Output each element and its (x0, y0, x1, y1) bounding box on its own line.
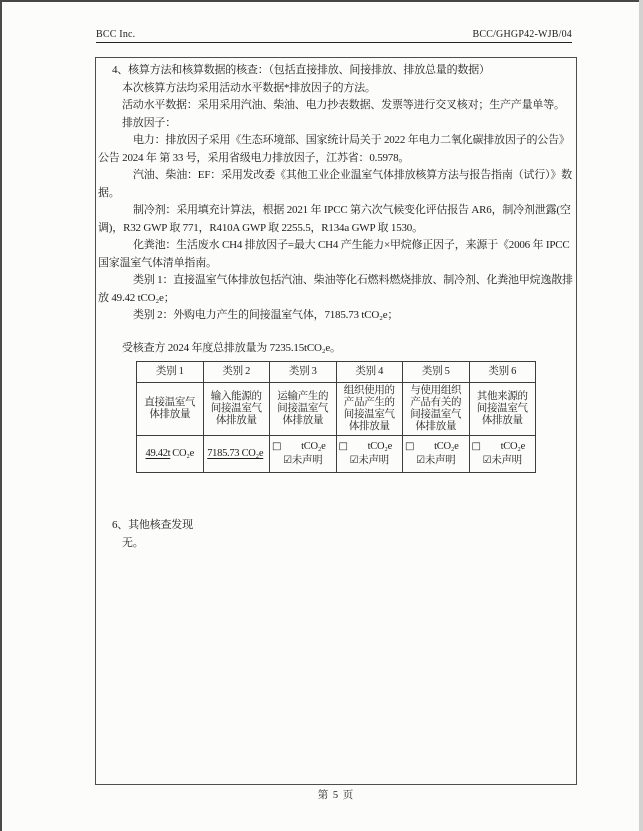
category1-unit: CO₂e (172, 448, 194, 460)
category6-value-cell (469, 436, 536, 473)
category1-line: 类别 1：直接温室气体排放包括汽油、柴油等化石燃料燃烧排放、制冷剂、化粪池甲烷逸散排放 49.42 tCO₂e； (98, 274, 573, 304)
table-value-row (137, 436, 536, 473)
table-header-cell: 类别 2 (203, 362, 270, 383)
ef-electricity-line: 电力：排放因子采用《生态环境部、国家统计局关于 2022 年电力二氧化碳排放因子的公告》公告 2024 年 第 33 号，采用省级电力排放因子，江苏省：0.5978。 (98, 134, 570, 164)
category2-line: 类别 2：外购电力产生的间接温室气体，7185.73 tCO₂e； (133, 309, 399, 321)
table-description-cell: 组织使用的产品产生的间接温室气体排放量 (336, 383, 403, 436)
total-emission-line: 受核查方 2024 年度总排放量为 7235.15tCO₂e。 (122, 341, 341, 354)
checked-checkbox-icon: ☑ (416, 455, 425, 466)
header-company: BCC Inc. (96, 29, 136, 40)
table-description-cell: 与使用组织产品有关的间接温室气体排放量 (403, 383, 470, 436)
unit-label: tCO₂e (500, 441, 525, 452)
not-declared-label: 未声明 (491, 455, 522, 466)
section4-title: 4、核算方法和核算数据的核查：（包括直接排放、间接排放、排放总量的数据） (112, 64, 490, 76)
table-description-row (137, 383, 536, 436)
checked-checkbox-icon: ☑ (482, 455, 492, 466)
table-header-cell: 类别 6 (469, 362, 536, 383)
category2-amount: 7185.73 CO₂e (207, 448, 264, 460)
unit-label: tCO₂e (301, 441, 326, 452)
not-declared-label: 未声明 (291, 455, 323, 466)
scan-edge-right (639, 0, 643, 831)
checked-checkbox-icon: ☑ (283, 455, 292, 466)
document-header (96, 29, 572, 43)
unit-label: tCO₂e (367, 441, 392, 452)
scan-edge-top (0, 0, 643, 2)
unchecked-checkbox-icon: □ (471, 441, 481, 452)
table-description-cell: 直接温室气体排放量 (137, 383, 204, 436)
ef-refrigerant-line: 制冷剂：采用填充计算法，根据 2021 年 IPCC 第六次气候变化评估报告 AR6，制冷剂泄露(空调)，R32 GWP 取 771，R410A GWP 取 2255.5，R134a GWP 取 1530。 (98, 204, 571, 234)
emission-factor-heading: 排放因子： (122, 116, 176, 129)
table-description-cell: 输入能源的间接温室气体排放量 (203, 383, 270, 436)
scan-edge-left (0, 0, 2, 831)
table-header-cell: 类别 3 (270, 362, 337, 383)
table-description-cell: 其他来源的间接温室气体排放量 (469, 383, 536, 436)
unit-label: tCO₂e (434, 441, 459, 452)
table-header-cell: 类别 4 (336, 362, 403, 383)
emission-category-table (136, 361, 536, 473)
not-declared-label: 未声明 (358, 455, 389, 466)
category5-value-cell (403, 436, 470, 473)
activity-data-line: 活动水平数据：采用采用汽油、柴油、电力抄表数据、发票等进行交叉核对；生产产量单等。 (122, 99, 565, 111)
category3-value-cell (270, 436, 337, 473)
category1-value-cell (137, 436, 204, 473)
section6-finding: 无。 (122, 536, 144, 549)
unchecked-checkbox-icon: □ (338, 441, 348, 452)
table-header-cell: 类别 1 (137, 362, 204, 383)
table-header-row (137, 362, 536, 383)
table-description-cell: 运输产生的间接温室气体排放量 (270, 383, 337, 436)
table-header-cell: 类别 5 (403, 362, 470, 383)
not-declared-label: 未声明 (424, 455, 456, 466)
method-line: 本次核算方法均采用活动水平数据*排放因子的方法。 (122, 81, 376, 94)
verification-section-box (95, 57, 577, 785)
category1-amount: 49.42t (145, 448, 171, 460)
section6-title: 6、其他核查发现 (112, 519, 193, 531)
ef-fuel-line: 汽油、柴油：EF：采用发改委《其他工业企业温室气体排放核算方法与报告指南（试行）》数据。 (98, 169, 572, 199)
header-doc-number: BCC/GHGP42-WJB/04 (472, 29, 572, 40)
category4-value-cell (336, 436, 403, 473)
checked-checkbox-icon: ☑ (349, 455, 359, 466)
unchecked-checkbox-icon: □ (405, 441, 415, 452)
unchecked-checkbox-icon: □ (272, 441, 282, 452)
ef-septic-line: 化粪池：生活废水 CH4 排放因子=最大 CH4 产生能力×甲烷修正因子，来源于《2006 年 IPCC 国家温室气体清单指南。 (98, 239, 570, 269)
category2-value-cell (203, 436, 270, 473)
page-number: 第 5 页 (317, 790, 355, 801)
